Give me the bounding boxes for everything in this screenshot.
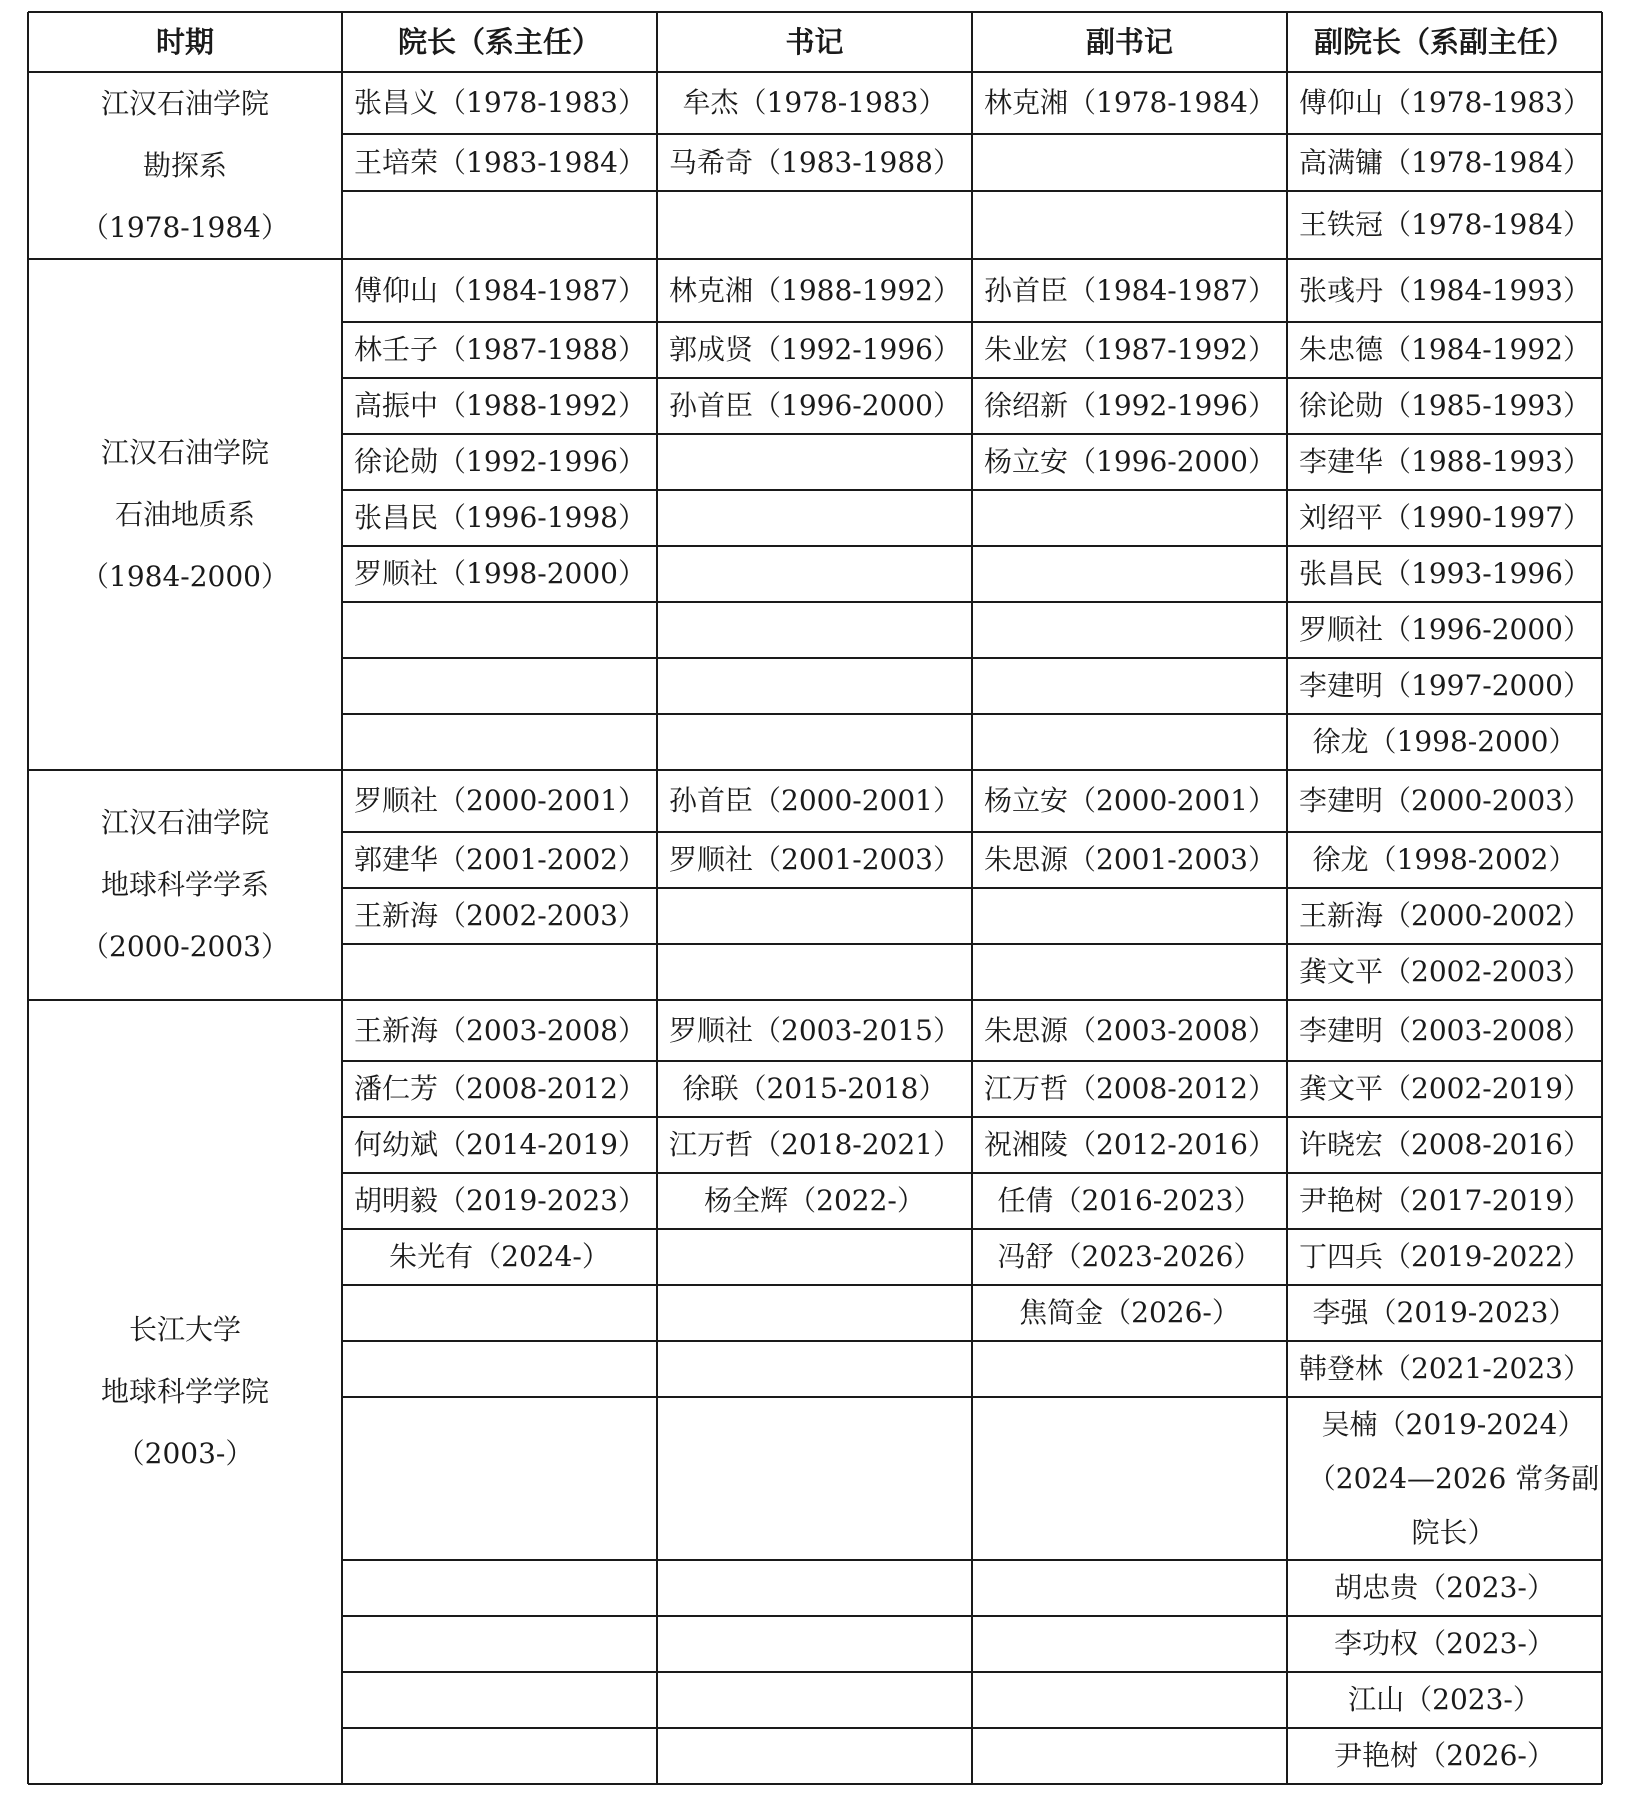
deputy-secretary-cell: 杨立安（2000-2001）	[984, 784, 1276, 817]
period-line: 长江大学	[128, 1313, 241, 1346]
secretary-cell: 徐联（2015-2018）	[682, 1072, 947, 1105]
deputy-secretary-cell	[972, 1728, 1287, 1784]
secretary-cell	[657, 602, 972, 658]
column-header: 副书记	[1085, 25, 1173, 59]
vice-dean-cell: 徐论勋（1985-1993）	[1299, 389, 1591, 422]
vice-dean-cell: 王新海（2000-2002）	[1299, 899, 1591, 932]
dean-cell: 潘仁芳（2008-2012）	[354, 1072, 646, 1105]
deputy-secretary-cell	[972, 1616, 1287, 1672]
vice-dean-cell: 龚文平（2002-2003）	[1299, 955, 1591, 988]
deputy-secretary-cell	[972, 134, 1287, 191]
dean-cell: 何幼斌（2014-2019）	[354, 1128, 646, 1161]
deputy-secretary-cell	[972, 191, 1287, 259]
deputy-secretary-cell: 林克湘（1978-1984）	[984, 86, 1276, 119]
secretary-cell	[657, 1341, 972, 1397]
dean-cell: 王新海（2003-2008）	[354, 1013, 646, 1047]
secretary-cell	[657, 658, 972, 714]
vice-dean-cell	[1287, 1397, 1602, 1560]
dean-cell	[342, 1341, 657, 1397]
vice-dean-cell: 李功权（2023-）	[1334, 1627, 1555, 1660]
column-header: 书记	[785, 25, 844, 59]
period-line: （2003-）	[116, 1437, 254, 1470]
secretary-cell: 杨全辉（2022-）	[704, 1184, 925, 1217]
vice-dean-cell: 尹艳树（2026-）	[1334, 1739, 1555, 1772]
vice-dean-cell: 徐龙（1998-2002）	[1312, 843, 1577, 876]
column-header: 院长（系主任）	[397, 25, 601, 59]
vice-dean-cell: 江山（2023-）	[1348, 1683, 1541, 1716]
vice-dean-cell: 张昌民（1993-1996）	[1299, 557, 1591, 590]
secretary-cell	[657, 490, 972, 546]
secretary-cell	[657, 1616, 972, 1672]
vice-dean-cell: 李建明（2003-2008）	[1299, 1013, 1591, 1047]
deputy-secretary-cell: 朱思源（2001-2003）	[984, 843, 1276, 876]
vice-dean-cell: 张彧丹（1984-1993）	[1299, 273, 1591, 307]
secretary-cell: 林克湘（1988-1992）	[669, 273, 961, 307]
dean-cell	[342, 191, 657, 259]
dean-cell: 胡明毅（2019-2023）	[354, 1184, 646, 1217]
deputy-secretary-cell	[972, 1560, 1287, 1616]
dean-cell	[342, 1672, 657, 1728]
secretary-cell	[657, 1560, 972, 1616]
vice-dean-cell: 李建华（1988-1993）	[1299, 445, 1591, 478]
dean-cell: 高振中（1988-1992）	[354, 389, 646, 422]
deputy-secretary-cell: 孙首臣（1984-1987）	[984, 273, 1276, 307]
deputy-secretary-cell	[972, 1672, 1287, 1728]
vice-dean-cell: 李建明（1997-2000）	[1299, 669, 1591, 702]
dean-cell	[342, 602, 657, 658]
dean-cell: 王培荣（1983-1984）	[354, 145, 646, 179]
dean-cell: 傅仰山（1984-1987）	[354, 273, 646, 307]
deputy-secretary-cell: 江万哲（2008-2012）	[984, 1072, 1276, 1105]
period-line: 江汉石油学院	[100, 806, 269, 839]
secretary-cell	[657, 1728, 972, 1784]
period-line: （2000-2003）	[81, 930, 289, 963]
vice-dean-cell: 刘绍平（1990-1997）	[1299, 501, 1591, 534]
period-line: 地球科学学院	[100, 1375, 269, 1408]
dean-cell	[342, 1285, 657, 1341]
dean-cell	[342, 1728, 657, 1784]
period-cell	[28, 1000, 342, 1784]
dean-cell: 徐论勋（1992-1996）	[354, 445, 646, 478]
deputy-secretary-cell	[972, 944, 1287, 1000]
secretary-cell: 孙首臣（2000-2001）	[669, 784, 961, 817]
dean-cell: 张昌民（1996-1998）	[354, 501, 646, 534]
vice-dean-cell: 傅仰山（1978-1983）	[1299, 86, 1591, 119]
deputy-secretary-cell: 徐绍新（1992-1996）	[984, 389, 1276, 422]
secretary-cell: 郭成贤（1992-1996）	[669, 333, 961, 366]
deputy-secretary-cell	[972, 1341, 1287, 1397]
cell-text-line: （2024—2026 常务副	[1307, 1461, 1600, 1495]
period-cell	[28, 770, 342, 1000]
deputy-secretary-cell: 焦简金（2026-）	[1019, 1296, 1240, 1329]
dean-cell	[342, 1616, 657, 1672]
secretary-cell: 马希奇（1983-1988）	[669, 145, 961, 179]
secretary-cell: 罗顺社（2003-2015）	[669, 1013, 961, 1047]
dean-cell: 张昌义（1978-1983）	[354, 86, 646, 119]
deputy-secretary-cell	[972, 658, 1287, 714]
deputy-secretary-cell: 朱思源（2003-2008）	[984, 1013, 1276, 1047]
dean-cell	[342, 1560, 657, 1616]
period-line: 江汉石油学院	[100, 86, 269, 120]
dean-cell: 王新海（2002-2003）	[354, 899, 646, 932]
deputy-secretary-cell: 杨立安（1996-2000）	[984, 445, 1276, 478]
deputy-secretary-cell	[972, 888, 1287, 944]
vice-dean-cell: 许晓宏（2008-2016）	[1299, 1128, 1591, 1161]
column-header: 时期	[155, 25, 214, 59]
deputy-secretary-cell: 冯舒（2023-2026）	[997, 1240, 1262, 1273]
secretary-cell	[657, 1229, 972, 1285]
deputy-secretary-cell: 任倩（2016-2023）	[997, 1184, 1262, 1217]
secretary-cell	[657, 944, 972, 1000]
secretary-cell	[657, 1397, 972, 1560]
vice-dean-cell: 朱忠德（1984-1992）	[1299, 333, 1591, 366]
vice-dean-cell: 韩登林（2021-2023）	[1299, 1352, 1591, 1385]
secretary-cell: 罗顺社（2001-2003）	[669, 843, 961, 876]
secretary-cell	[657, 888, 972, 944]
dean-cell	[342, 1397, 657, 1560]
vice-dean-cell: 胡忠贵（2023-）	[1334, 1571, 1555, 1604]
secretary-cell	[657, 546, 972, 602]
secretary-cell: 牟杰（1978-1983）	[682, 86, 947, 119]
period-cell	[28, 259, 342, 770]
deputy-secretary-cell	[972, 490, 1287, 546]
secretary-cell: 孙首臣（1996-2000）	[669, 389, 961, 422]
dean-cell	[342, 714, 657, 770]
dean-cell	[342, 658, 657, 714]
vice-dean-cell: 徐龙（1998-2000）	[1312, 725, 1577, 758]
vice-dean-cell: 罗顺社（1996-2000）	[1299, 613, 1591, 646]
period-line: （1984-2000）	[81, 559, 289, 593]
deputy-secretary-cell	[972, 546, 1287, 602]
secretary-cell	[657, 434, 972, 490]
column-header: 副院长（系副主任）	[1313, 25, 1575, 59]
vice-dean-cell: 李建明（2000-2003）	[1299, 784, 1591, 817]
deputy-secretary-cell	[972, 714, 1287, 770]
period-line: （1978-1984）	[81, 210, 289, 244]
secretary-cell	[657, 1285, 972, 1341]
cell-text-line: 吴楠（2019-2024）	[1321, 1407, 1586, 1441]
secretary-cell	[657, 1672, 972, 1728]
vice-dean-cell: 尹艳树（2017-2019）	[1299, 1184, 1591, 1217]
dean-cell: 朱光有（2024-）	[389, 1240, 610, 1273]
secretary-cell	[657, 714, 972, 770]
period-line: 地球科学学系	[100, 868, 269, 901]
vice-dean-cell: 李强（2019-2023）	[1312, 1296, 1577, 1329]
dean-cell	[342, 944, 657, 1000]
dean-cell: 罗顺社（1998-2000）	[354, 557, 646, 590]
period-cell	[28, 72, 342, 259]
vice-dean-cell: 龚文平（2002-2019）	[1299, 1072, 1591, 1105]
deputy-secretary-cell	[972, 1397, 1287, 1560]
period-line: 石油地质系	[114, 497, 255, 531]
dean-cell: 郭建华（2001-2002）	[354, 843, 646, 876]
deputy-secretary-cell: 祝湘陵（2012-2016）	[984, 1128, 1276, 1161]
period-line: 江汉石油学院	[100, 435, 269, 469]
deputy-secretary-cell: 朱业宏（1987-1992）	[984, 333, 1276, 366]
vice-dean-cell: 王铁冠（1978-1984）	[1299, 208, 1591, 241]
dean-cell: 罗顺社（2000-2001）	[354, 784, 646, 817]
vice-dean-cell: 高满镛（1978-1984）	[1299, 145, 1591, 179]
period-line: 勘探系	[142, 148, 227, 182]
cell-text-line: 院长）	[1411, 1515, 1496, 1549]
deputy-secretary-cell	[972, 602, 1287, 658]
vice-dean-cell: 丁四兵（2019-2022）	[1299, 1240, 1591, 1273]
secretary-cell: 江万哲（2018-2021）	[669, 1128, 961, 1161]
secretary-cell	[657, 191, 972, 259]
dean-cell: 林壬子（1987-1988）	[354, 333, 646, 366]
